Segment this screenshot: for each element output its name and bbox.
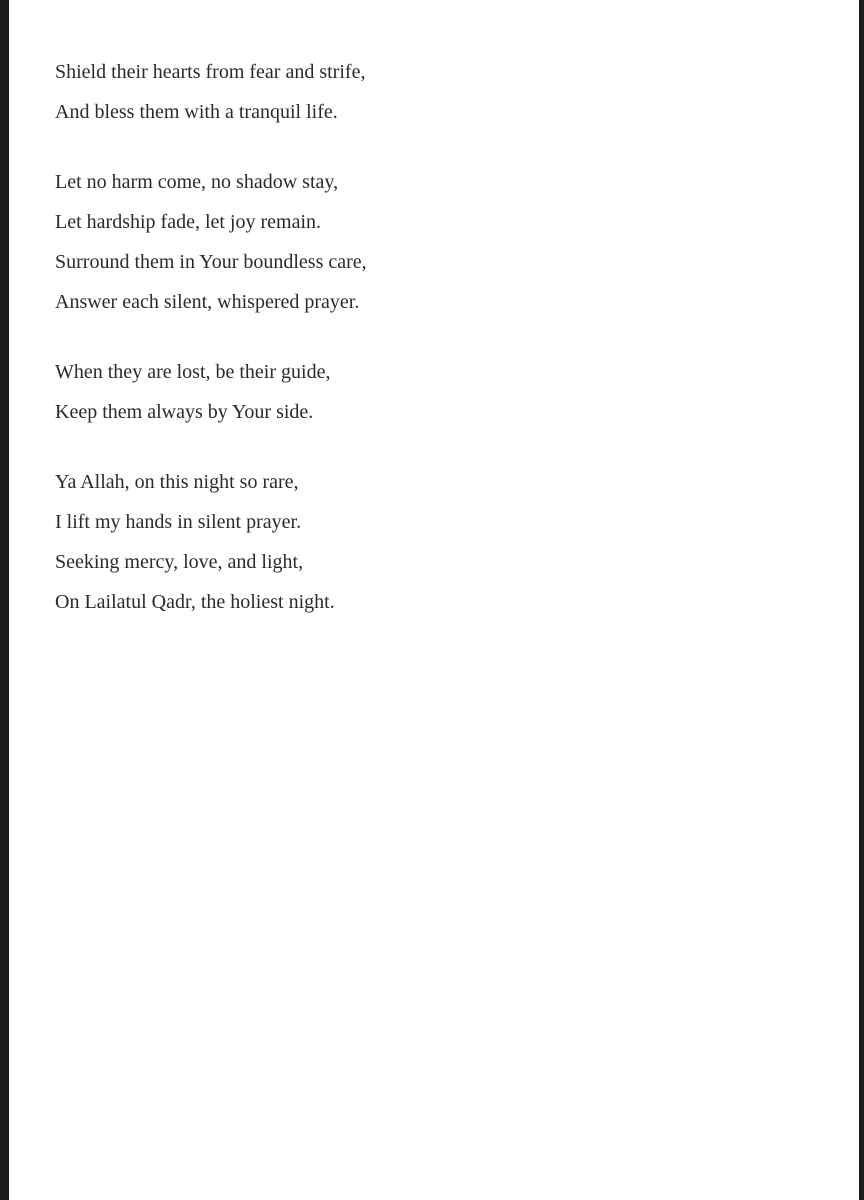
poem-line: When they are lost, be their guide, xyxy=(55,361,331,383)
poem-body xyxy=(55,56,815,656)
stanza-3 xyxy=(55,356,815,436)
poem-line: Shield their hearts from fear and strife, xyxy=(55,61,366,83)
window-frame-right xyxy=(859,0,864,1200)
poem-line: On Lailatul Qadr, the holiest night. xyxy=(55,591,335,613)
stanza-1 xyxy=(55,56,815,136)
poem-line: Let hardship fade, let joy remain. xyxy=(55,211,322,233)
poem-line: Answer each silent, whispered prayer. xyxy=(55,291,360,313)
document-page xyxy=(9,0,859,1200)
poem-line: Seeking mercy, love, and light, xyxy=(55,551,304,573)
poem-line: Let no harm come, no shadow stay, xyxy=(55,171,339,193)
stanza-4 xyxy=(55,466,815,626)
poem-line: Ya Allah, on this night so rare, xyxy=(55,471,299,493)
window-frame-left xyxy=(0,0,9,1200)
poem-line: Keep them always by Your side. xyxy=(55,401,314,423)
poem-line: And bless them with a tranquil life. xyxy=(55,101,338,123)
stanza-2 xyxy=(55,166,815,326)
poem-line: I lift my hands in silent prayer. xyxy=(55,511,302,533)
poem-line: Surround them in Your boundless care, xyxy=(55,251,367,273)
